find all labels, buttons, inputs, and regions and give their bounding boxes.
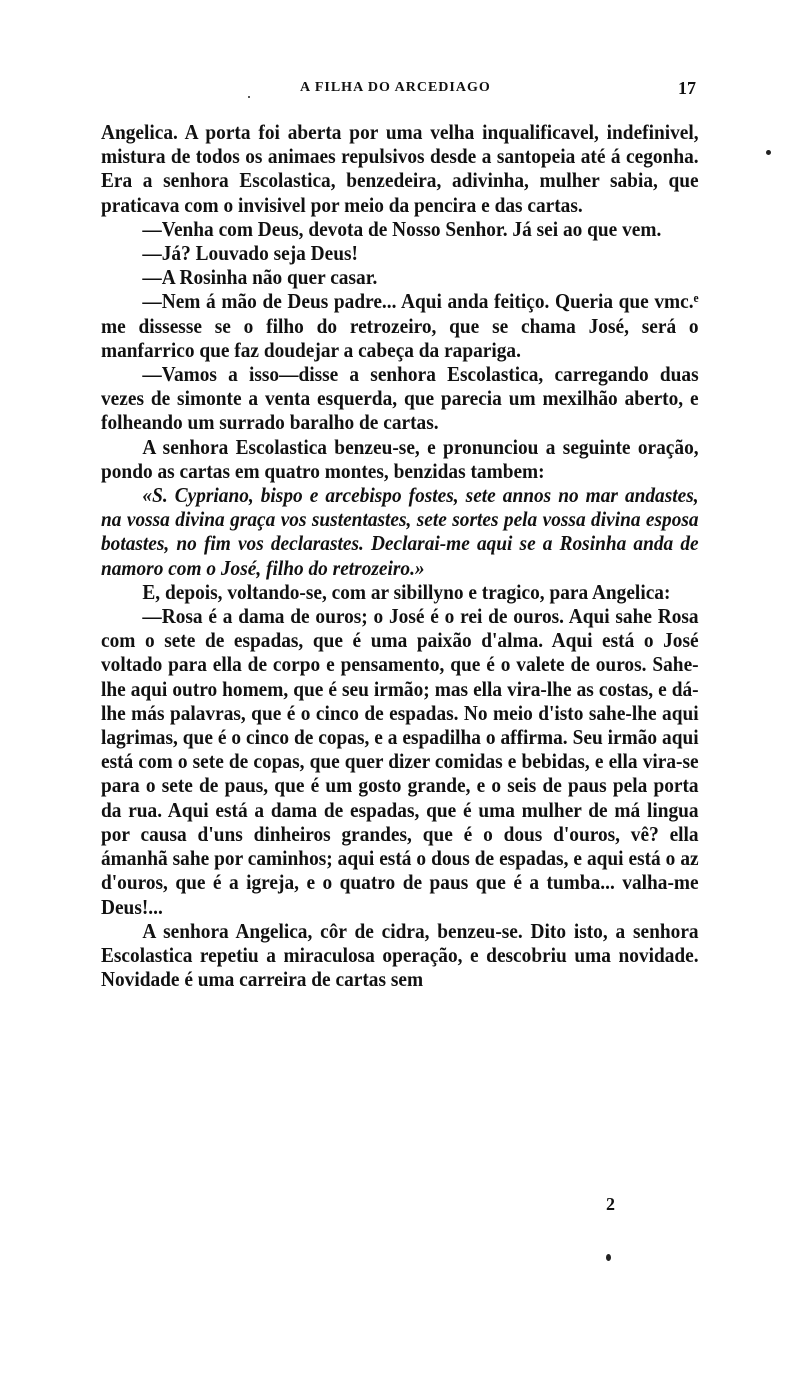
ink-speck xyxy=(248,96,250,98)
paragraph-7: A senhora Escolastica benzeu-se, e pronunciou a seguinte oração, pondo as cartas em quatro montes, benzidas tambem: xyxy=(101,434,699,483)
running-title: A FILHA DO ARCEDIAGO xyxy=(300,80,491,95)
paragraph-1: Angelica. A porta foi aberta por uma velha inqualificavel, indefinivel, mistura de todos os animaes repulsivos desde a santopeia até á cegonha. Era a senhora Escolastica, benzedeira, adivinha, mulher sabia, que praticava com o invisivel por meio da pencira e das cartas. xyxy=(101,120,699,217)
paragraph-3: —Já? Louvado seja Deus! xyxy=(142,241,358,266)
paragraph-11: A senhora Angelica, côr de cidra, benzeu-se. Dito isto, a senhora Escolastica repetiu a miraculosa operação, e descobriu uma novidade. Novidade é uma carreira de cartas sem xyxy=(101,918,699,992)
signature-mark: 2 xyxy=(606,1194,615,1214)
body-text xyxy=(101,120,699,991)
ink-speck xyxy=(606,1254,611,1261)
page-number: 17 xyxy=(678,78,696,98)
running-header xyxy=(0,78,800,102)
paragraph-5: —Nem á mão de Deus padre... Aqui anda feitiço. Queria que vmc.ᵉ me dissesse se o filho do retrozeiro, que se chama José, será o manfarrico que faz doudejar a cabeça da rapariga. xyxy=(101,289,699,362)
ink-speck xyxy=(766,150,771,155)
paragraph-10: —Rosa é a dama de ouros; o José é o rei de ouros. Aqui sahe Rosa com o sete de espadas, que é uma paixão d'alma. Aqui está o José voltado para ella de corpo e pensamento, que é o valete de ouros. Sahe-lhe aqui outro homem, que é seu irmão; mas ella vira-lhe as costas, e dá-lhe más palavras, que é o cinco de espadas. No meio d'isto sahe-lhe aqui lagrimas, que é o cinco de copas, e a espadilha o affirma. Seu irmão aqui está com o sete de copas, que quer dizer comidas e bebidas, e ella vira-se para o sete de paus, que é um gosto grande, e o seis de paus pela porta da rua. Aqui está a dama de espadas, que é uma mulher de má lingua por causa d'uns dinheiros grandes, que é o dous d'ouros, vê? ella ámanhã sahe por caminhos; aqui está o dous de espadas, e aqui está o az d'ouros, que é a igreja, e o quatro de paus que é a tumba... valha-me Deus!... xyxy=(101,604,699,919)
paragraph-4: —A Rosinha não quer casar. xyxy=(142,265,378,290)
paragraph-2: —Venha com Deus, devota de Nosso Senhor. Já sei ao que vem. xyxy=(142,216,662,241)
paragraph-9: E, depois, voltando-se, com ar sibillyno e tragico, para Angelica: xyxy=(142,579,671,604)
paragraph-6: —Vamos a isso—disse a senhora Escolastica, carregando duas vezes de simonte a venta esquerda, que parecia um mexilhão aberto, e folheando um surrado baralho de cartas. xyxy=(101,362,699,435)
prayer-quote: «S. Cypriano, bispo e arcebispo fostes, sete annos no mar andastes, na vossa divina graça vos sustentastes, sete sortes pela vossa divina esposa botastes, no fim vos declarastes. Declarai-me aqui se a Rosinha anda de namoro com o José, filho do retrozeiro.» xyxy=(101,483,699,580)
